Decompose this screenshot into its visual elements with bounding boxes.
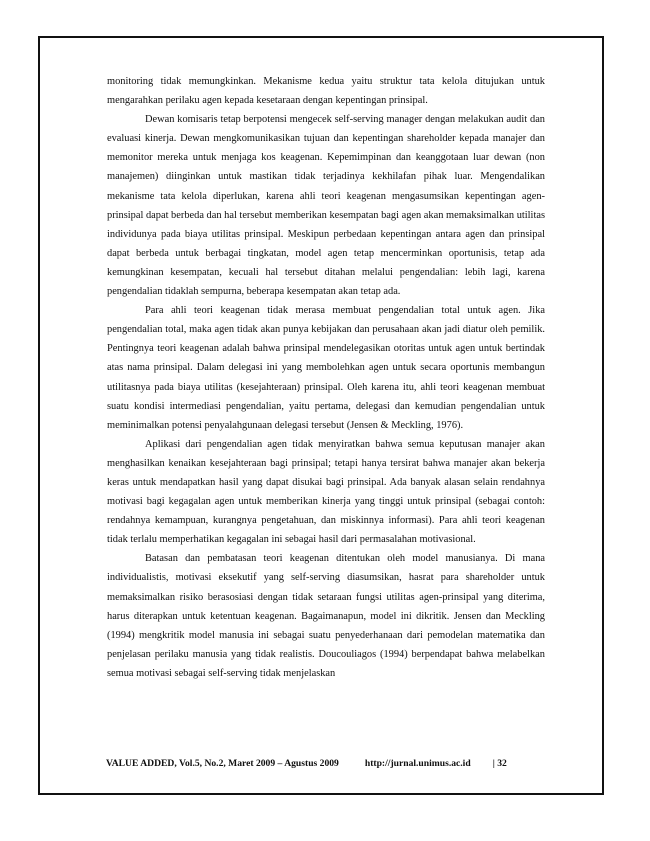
paragraph-4: Aplikasi dari pengendalian agen tidak menyiratkan bahwa semua keputusan manajer akan menghasilkan kenaikan kesejahteraan bagi prinsipal; tetapi hanya tersirat bahwa manajer akan bekerja keras untuk mendapatkan hasil yang dapat disukai bagi prinsipal. Ada banyak alasan selain rendahnya motivasi bagi kegagalan agen untuk memberikan kinerja yang tinggi untuk prinsipal (sebagai contoh: rendahnya kemampuan, kurangnya pengetahuan, dan miskinnya informasi). Para ahli teori keagenan tidak terlalu memperhatikan kegagalan ini sebagai hasil dari permasalahan motivasional.: [107, 438, 545, 546]
page-footer: [106, 758, 546, 769]
body-text: [107, 72, 545, 683]
footer-page-number: | 32: [492, 758, 507, 769]
paragraph-1: monitoring tidak memungkinkan. Mekanisme kedua yaitu struktur tata kelola ditujukan untuk mengarahkan perilaku agen kepada kesetaraan dengan kepentingan prinsipal.: [107, 76, 545, 107]
paragraph-3: Para ahli teori keagenan tidak merasa membuat pengendalian total untuk agen. Jika pengendalian total, maka agen tidak akan punya kebijakan dan perusahaan akan jadi diatur oleh pemilik. Pentingnya teori keagenan adalah bahwa prinsipal mendelegasikan otoritas untuk agen untuk bertindak atas nama prinsipal. Dalam delegasi ini yang membolehkan agen untuk secara oportunis membangun utilitasnya pada biaya utilitas (kesejahteraan) prinsipal. Oleh karena itu, ahli teori keagenan membuat suatu kondisi intermediasi pengendalian, yaitu pertama, delegasi dan kemudian pengendalian untuk meminimalkan potensi penyalahgunaan delegasi tersebut (Jensen & Meckling, 1976).: [107, 305, 545, 431]
paragraph-2: Dewan komisaris tetap berpotensi mengecek self-serving manager dengan melakukan audit dan evaluasi kinerja. Dewan mengkomunikasikan tujuan dan kepentingan shareholder kepada manajer dan memonitor mereka untuk menjaga kos keagenan. Kepemimpinan dan keanggotaan luar dewan (non manajemen) diinginkan untuk mastikan tidak terjadinya kekhilafan pihak luar. Mengendalikan mekanisme tata kelola diperlukan, karena ahli teori keagenan mengasumsikan kepentingan agen-prinsipal dapat berbeda dan hal tersebut memberikan kesempatan bagi agen akan memaksimalkan utilitas individunya pada biaya utilitas prinsipal. Meskipun perbedaan kepentingan antara agen dan prinsipal dapat berbeda untuk berbagai tingkatan, model agen tetap mencerminkan oportunisis, tetap ada kemungkinan kesempatan, kecuali hal tersebut ditahan melalui pengendalian: lebih lagi, karena pengendalian tidaklah sempurna, beberapa kesempatan akan tetap ada.: [107, 114, 545, 298]
footer-url[interactable]: http://jurnal.unimus.ac.id: [364, 758, 471, 769]
footer-journal: VALUE ADDED, Vol.5, No.2, Maret 2009 – Agustus 2009: [106, 758, 339, 769]
paragraph-5: Batasan dan pembatasan teori keagenan ditentukan oleh model manusianya. Di mana individualistis, motivasi eksekutif yang self-serving diasumsikan, hasrat para shareholder untuk memaksimalkan risiko berasosiasi dengan tidak setaraan fungsi utilitas agen-prinsipal yang diterima, harus diterapkan untuk ketentuan keagenan. Bagaimanapun, model ini dikritik. Jensen dan Meckling (1994) mengkritik model manusia ini sebagai suatu penyederhanaan dari pemodelan matematika dan penjelasan perilaku manusia yang tidak realistis. Doucouliagos (1994) berpendapat bahwa melabelkan semua motivasi sebagai self-serving tidak menjelaskan: [107, 553, 545, 679]
